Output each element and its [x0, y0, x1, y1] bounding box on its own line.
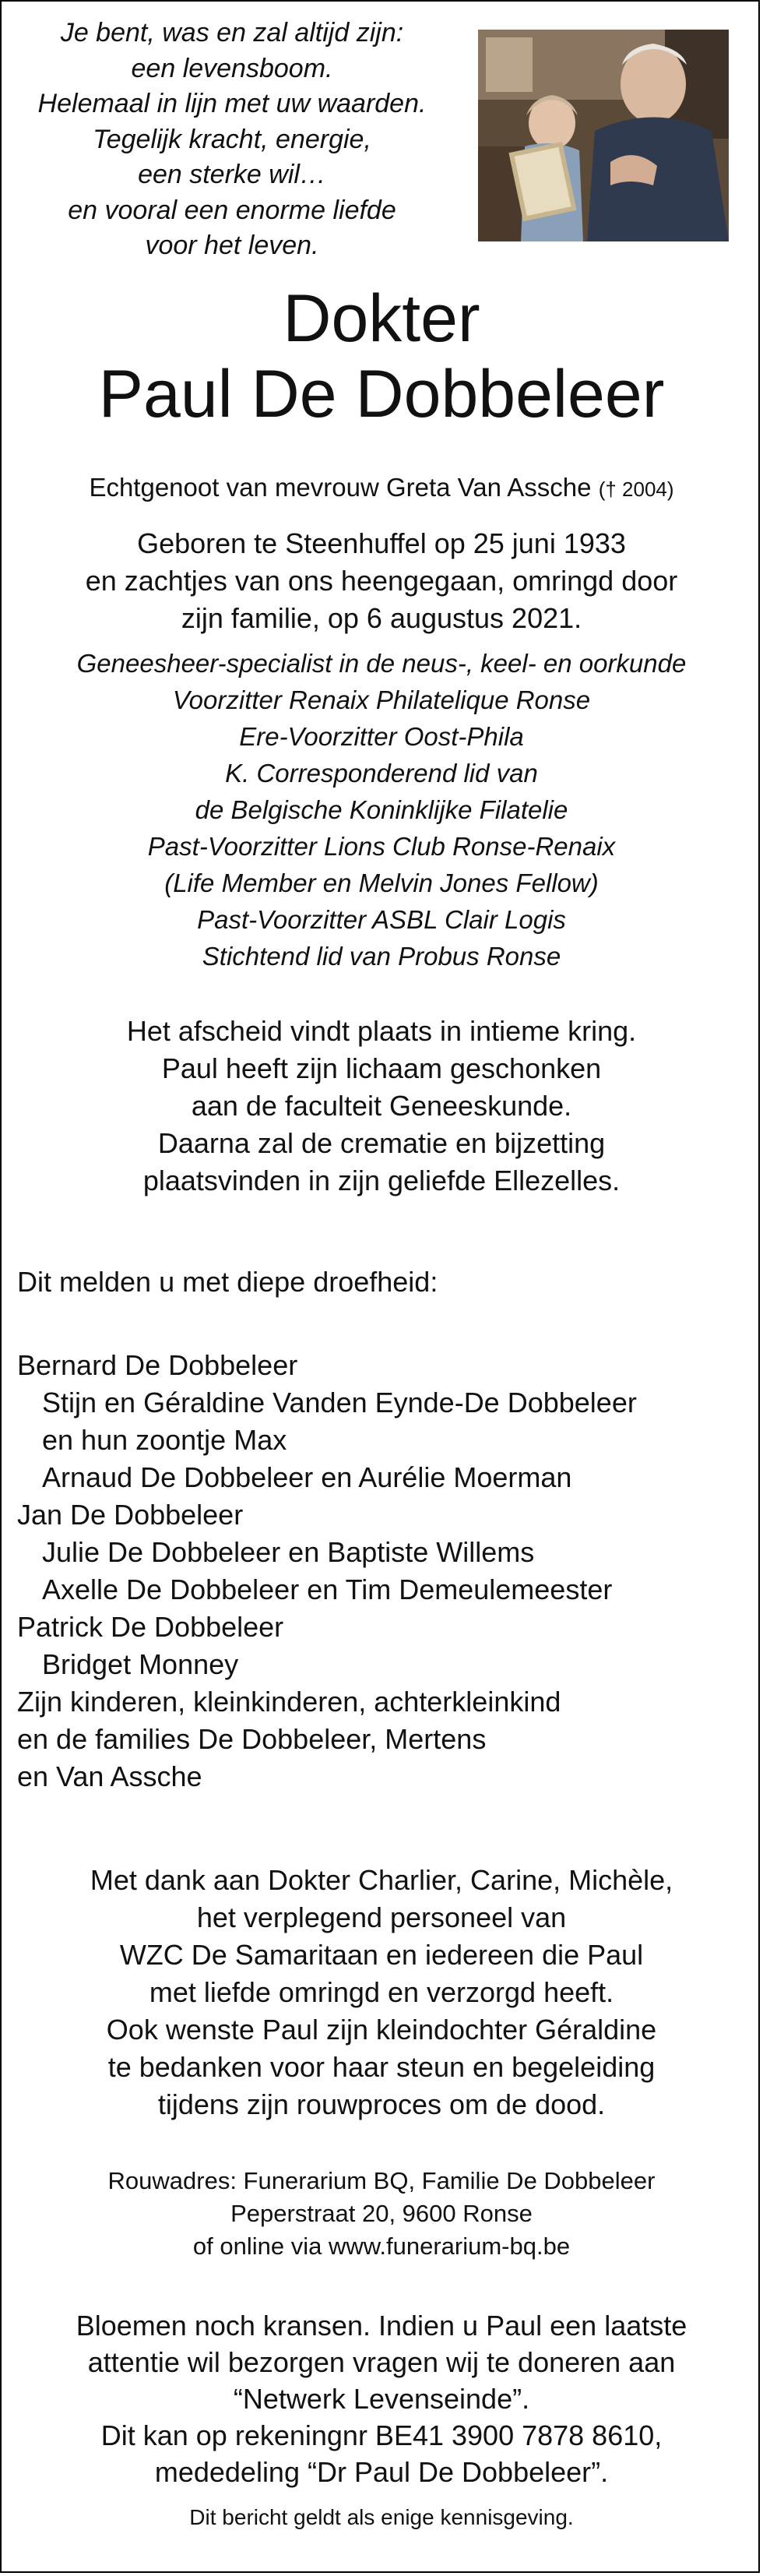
farewell-line: aan de faculteit Geneeskunde.	[191, 1090, 572, 1122]
poem-line: een levensboom.	[131, 53, 333, 83]
farewell-section	[2, 1013, 761, 1200]
thanks-line: Ook wenste Paul zijn kleindochter Géraldine	[106, 2014, 657, 2046]
family-list	[17, 1347, 749, 1795]
role-line: K. Corresponderend lid van	[225, 759, 538, 788]
thanks-line: met liefde omringd en verzorgd heeft.	[149, 1976, 614, 2008]
poem-line: en vooral een enorme liefde	[68, 195, 396, 225]
family-line: Axelle De Dobbeleer en Tim Demeulemeester	[42, 1573, 613, 1605]
poem-line: Tegelijk kracht, energie,	[93, 124, 371, 154]
family-line: Bernard De Dobbeleer	[17, 1349, 298, 1381]
roles-list	[2, 645, 761, 974]
farewell-line: Het afscheid vindt plaats in intieme kring.	[126, 1015, 637, 1047]
title-line-2: Paul De Dobbeleer	[98, 357, 665, 432]
poem-line: een sterke wil…	[138, 160, 326, 189]
role-line: Geneesheer-specialist in de neus-, keel- en oorkunde	[76, 649, 687, 678]
role-line: Stichtend lid van Probus Ronse	[202, 942, 561, 971]
thanks-line: te bedanken voor haar steun en begeleiding	[107, 2051, 656, 2083]
role-line: Past-Voorzitter Lions Club Ronse-Renaix	[147, 832, 616, 861]
donation-line: “Netwerk Levenseinde”.	[233, 2383, 530, 2415]
birth-line: Geboren te Steenhuffel op 25 juni 1933	[137, 527, 626, 559]
spouse-line	[2, 470, 761, 506]
family-line: Stijn en Géraldine Vanden Eynde-De Dobbeleer	[42, 1387, 637, 1418]
role-line: de Belgische Koninklijke Filatelie	[195, 795, 568, 824]
donation-line: attentie wil bezorgen vragen wij te doneren aan	[87, 2346, 676, 2378]
poem-line: Helemaal in lijn met uw waarden.	[37, 89, 427, 118]
poem-line: Je bent, was en zal altijd zijn:	[60, 18, 404, 48]
role-line: Voorzitter Renaix Philatelique Ronse	[172, 685, 591, 714]
thanks-line: tijdens zijn rouwproces om de dood.	[157, 2088, 606, 2120]
poem-line: voor het leven.	[145, 231, 319, 260]
spouse-text: Echtgenoot van mevrouw Greta Van Assche	[89, 473, 592, 502]
thanks-line: WZC De Samaritaan en iedereen die Paul	[119, 1939, 644, 1971]
address-line: Rouwadres: Funerarium BQ, Familie De Dobbeleer	[107, 2167, 656, 2194]
farewell-line: plaatsvinden in zijn geliefde Ellezelles.	[142, 1165, 621, 1196]
family-line: Jan De Dobbeleer	[17, 1499, 244, 1531]
role-line: Past-Voorzitter ASBL Clair Logis	[197, 905, 566, 934]
role-line: (Life Member en Melvin Jones Fellow)	[164, 869, 599, 897]
family-line: Patrick De Dobbeleer	[17, 1611, 284, 1643]
donation-section	[2, 2307, 761, 2490]
donation-line: Bloemen noch kransen. Indien u Paul een laatste	[76, 2310, 687, 2342]
announcement-intro: Dit melden u met diepe droefheid:	[17, 1266, 438, 1298]
title-line-1: Dokter	[283, 281, 480, 356]
address-line: Peperstraat 20, 9600 Ronse	[230, 2200, 533, 2227]
donation-line: Dit kan op rekeningnr BE41 3900 7878 8610,	[100, 2419, 663, 2451]
family-line: Bridget Monney	[42, 1648, 239, 1680]
thanks-line: het verplegend personeel van	[196, 1901, 567, 1933]
family-line: Arnaud De Dobbeleer en Aurélie Moerman	[42, 1461, 572, 1493]
photo-illustration	[478, 30, 729, 241]
deceased-name	[2, 282, 761, 433]
family-line: en Van Assche	[17, 1760, 202, 1792]
family-line: Julie De Dobbeleer en Baptiste Willems	[42, 1536, 535, 1568]
thanks-line: Met dank aan Dokter Charlier, Carine, Michèle,	[90, 1864, 673, 1896]
mourning-address	[2, 2165, 761, 2263]
poem	[14, 16, 450, 264]
address-line: of online via www.funerarium-bq.be	[192, 2232, 571, 2260]
portrait-photo	[478, 30, 729, 241]
farewell-line: Daarna zal de crematie en bijzetting	[157, 1127, 606, 1159]
donation-line: mededeling “Dr Paul De Dobbeleer”.	[154, 2456, 609, 2488]
birth-death-info	[2, 525, 761, 637]
family-line: en hun zoontje Max	[42, 1424, 287, 1456]
family-line: Zijn kinderen, kleinkinderen, achterkleinkind	[17, 1686, 561, 1718]
farewell-line: Paul heeft zijn lichaam geschonken	[161, 1052, 602, 1084]
notice-line: Dit bericht geldt als enige kennisgeving.	[189, 2505, 574, 2529]
spouse-death-year: († 2004)	[598, 477, 674, 501]
birth-line: en zachtjes van ons heengegaan, omringd door	[85, 565, 678, 597]
birth-line: zijn familie, op 6 augustus 2021.	[181, 602, 582, 634]
role-line: Ere-Voorzitter Oost-Phila	[239, 722, 524, 751]
header-section	[2, 2, 761, 266]
thanks-section	[2, 1862, 761, 2123]
family-line: en de families De Dobbeleer, Mertens	[17, 1723, 487, 1755]
